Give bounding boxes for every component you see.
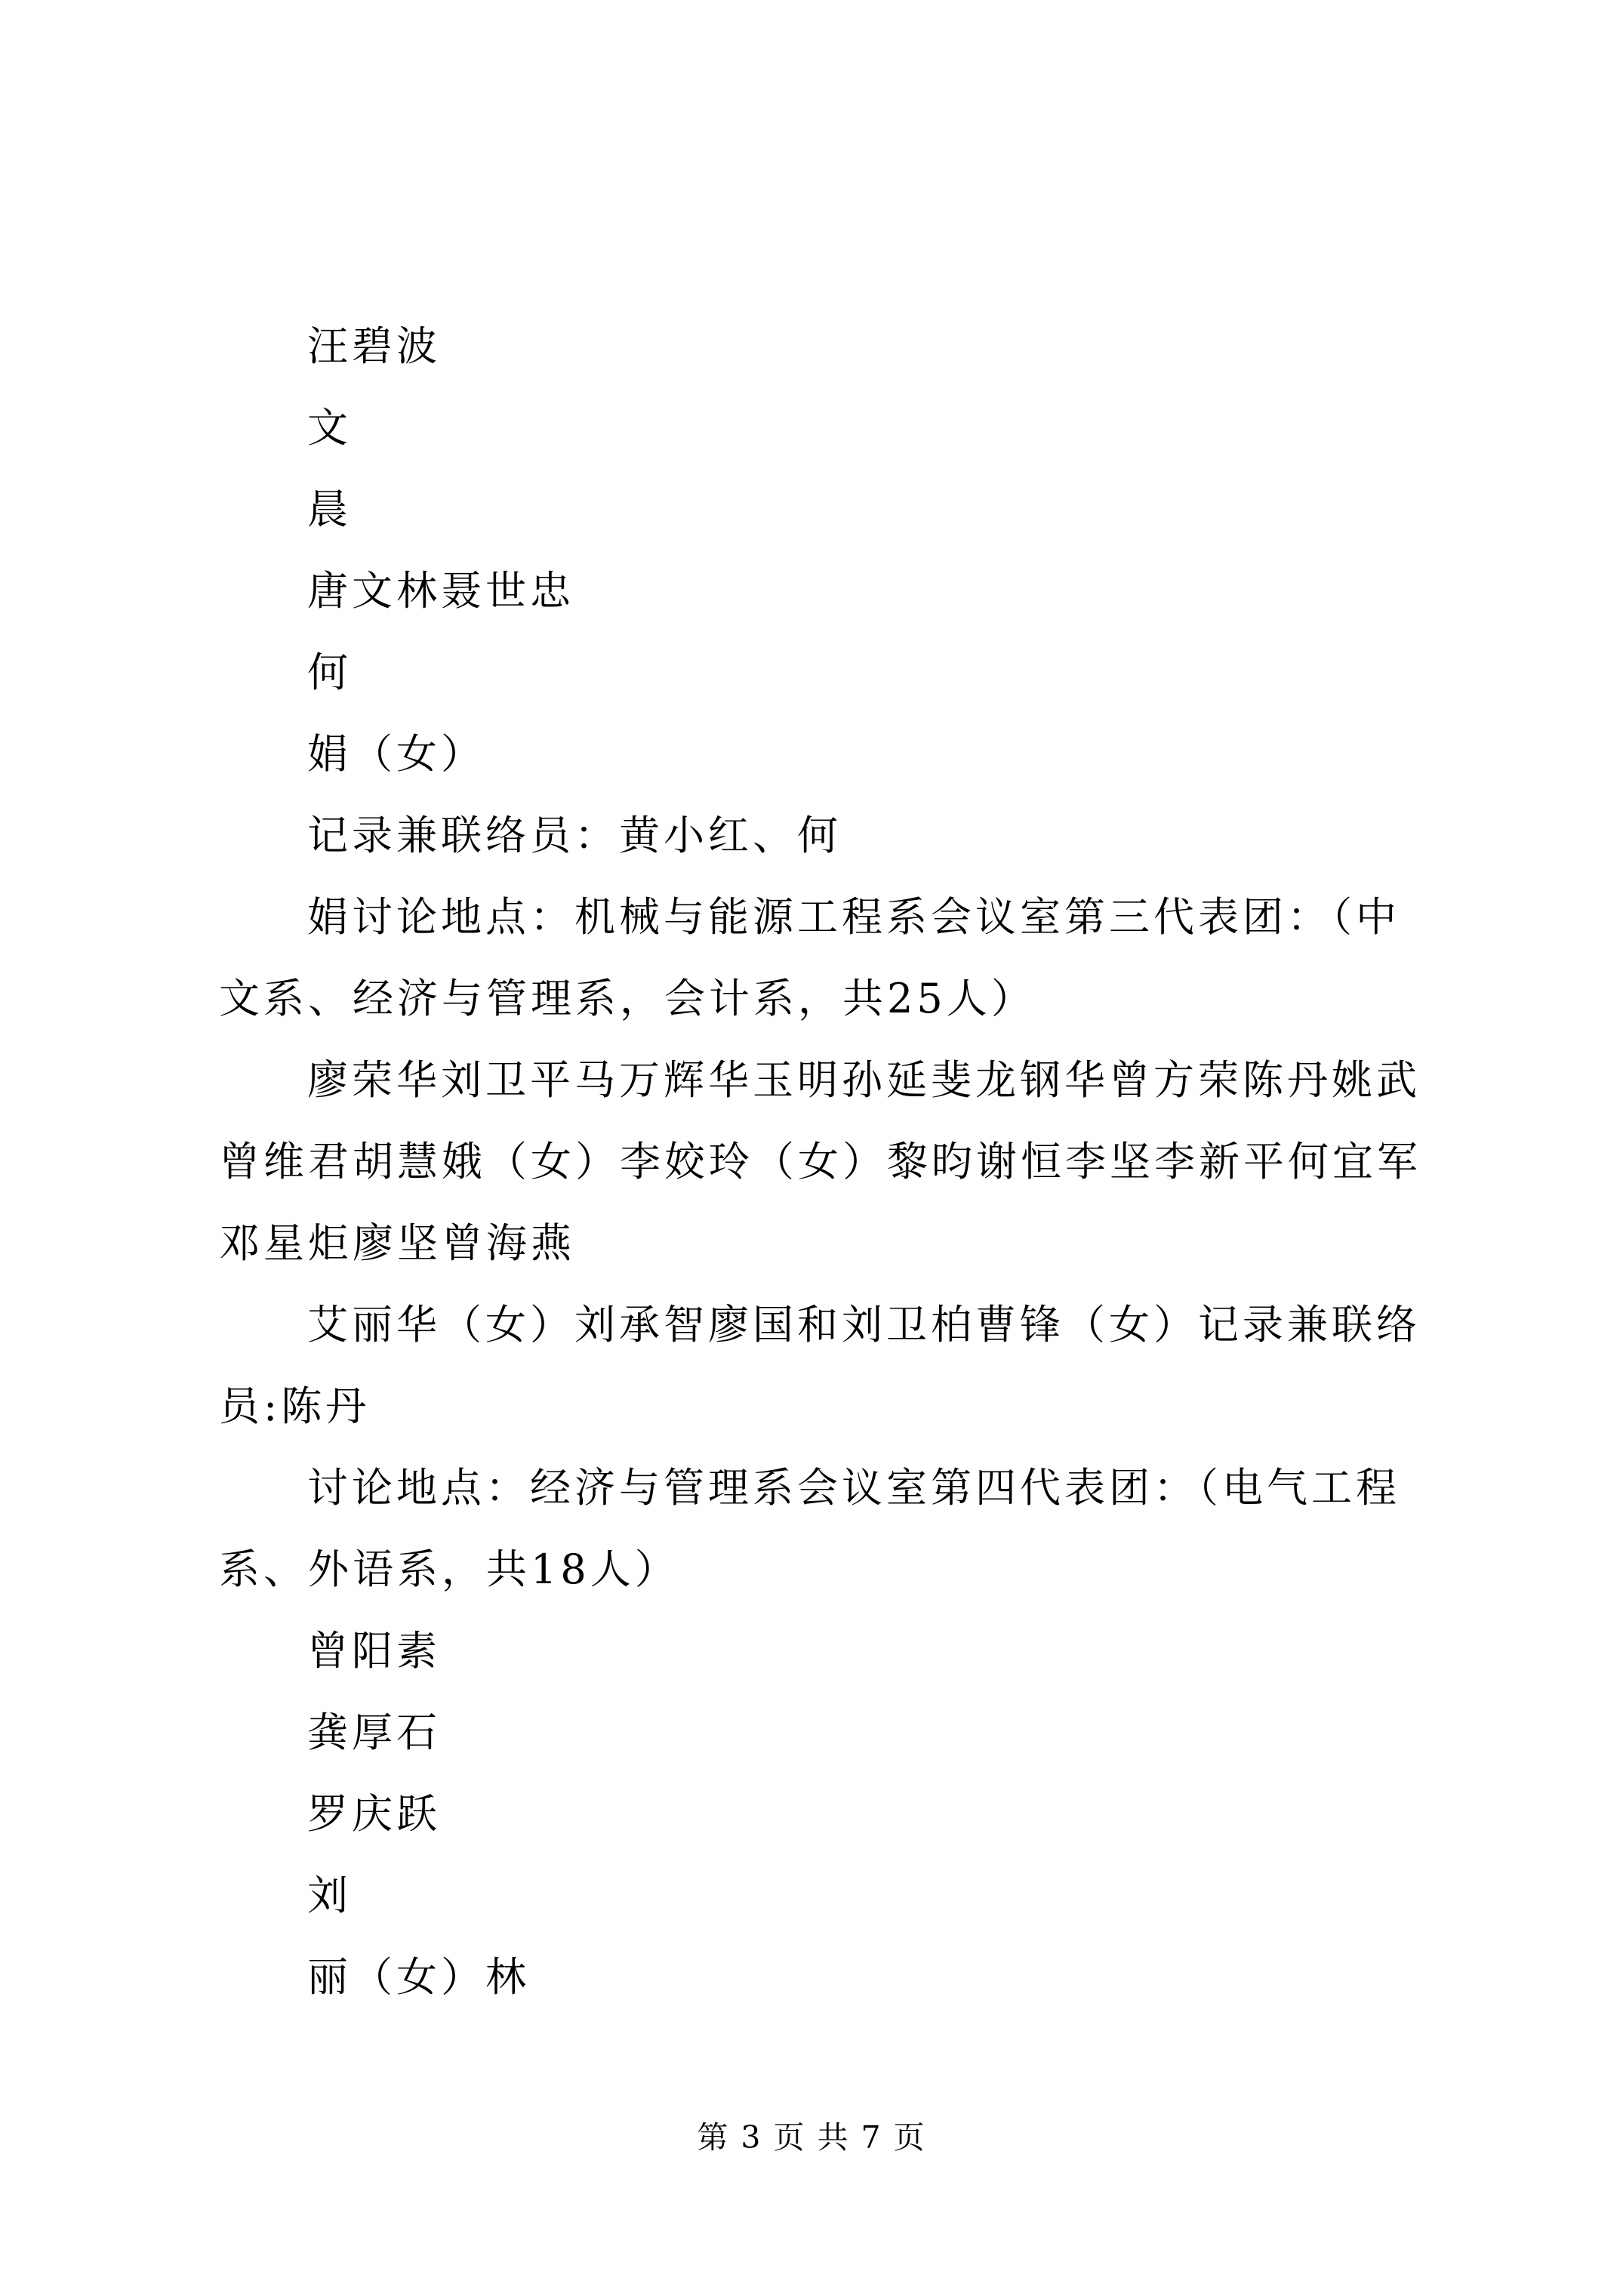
paragraph: 文 — [307, 404, 352, 451]
paragraph: 廖荣华刘卫平马万辉华玉明孙延斐龙钢华曾方荣陈丹姚武曾维君胡慧娥（女）李姣玲（女）黎昀谢恒李坚李新平何宜军邓星炬廖坚曾海燕 — [219, 1056, 1421, 1267]
paragraph: 刘 — [307, 1872, 352, 1919]
paragraph: 唐文林聂世忠 — [307, 567, 574, 615]
paragraph: 龚厚石 — [307, 1709, 441, 1756]
paragraph: 丽（女）林 — [307, 1953, 530, 2001]
paragraph: 罗庆跃 — [307, 1790, 441, 1838]
paragraph: 何 — [307, 649, 352, 696]
document-body — [219, 306, 1427, 2018]
paragraph: 娟讨论地点：机械与能源工程系会议室第三代表团：（中文系、经济与管理系，会计系，共25人） — [219, 893, 1400, 1022]
paragraph: 记录兼联络员：黄小红、何 — [307, 812, 842, 859]
paragraph: 讨论地点：经济与管理系会议室第四代表团：（电气工程系、外语系，共18人） — [219, 1464, 1400, 1593]
paragraph: 晨 — [307, 485, 352, 533]
paragraph: 汪碧波 — [307, 322, 441, 370]
paragraph: 艾丽华（女）刘承智廖国和刘卫柏曹锋（女）记录兼联络员:陈丹 — [219, 1301, 1421, 1430]
paragraph: 娟（女） — [307, 730, 485, 778]
paragraph: 曾阳素 — [307, 1627, 441, 1675]
page-footer: 第 3 页 共 7 页 — [697, 2119, 926, 2156]
